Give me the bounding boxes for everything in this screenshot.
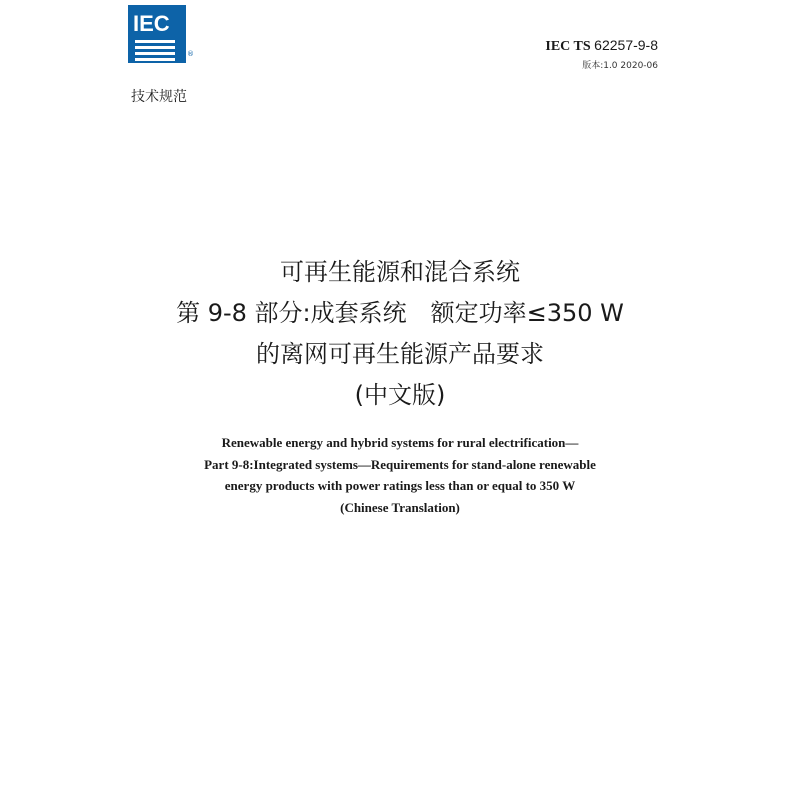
title-en-line1: Renewable energy and hybrid systems for rural electrification— [221, 435, 579, 450]
title-chinese [100, 252, 700, 416]
title-english [100, 432, 700, 518]
spec-type: 技术规范 [131, 89, 187, 105]
iec-logo [128, 5, 186, 63]
title-cn-line1: 可再生能源和混合系统 [280, 258, 520, 286]
title-cn-line3: 的离网可再生能源产品要求 [256, 340, 544, 368]
doc-prefix: IEC TS [545, 39, 591, 54]
title-en-line3: energy products with power ratings less than or equal to 350 W [224, 478, 576, 493]
doc-number [545, 37, 658, 55]
title-cn-line4: (中文版) [354, 381, 446, 409]
title-cn-line2: 第 9-8 部分:成套系统 额定功率≤350 W [176, 299, 624, 327]
doc-number-value: 62257-9-8 [594, 37, 658, 53]
edition: 版本:1.0 2020-06 [582, 61, 658, 71]
title-en-line2: Part 9-8:Integrated systems—Requirements for stand-alone renewable [204, 456, 596, 472]
logo-text: IEC [133, 11, 170, 36]
logo-lines-icon [135, 40, 175, 64]
registered-mark: ® [187, 50, 194, 58]
title-en-line4: (Chinese Translation) [340, 499, 460, 515]
